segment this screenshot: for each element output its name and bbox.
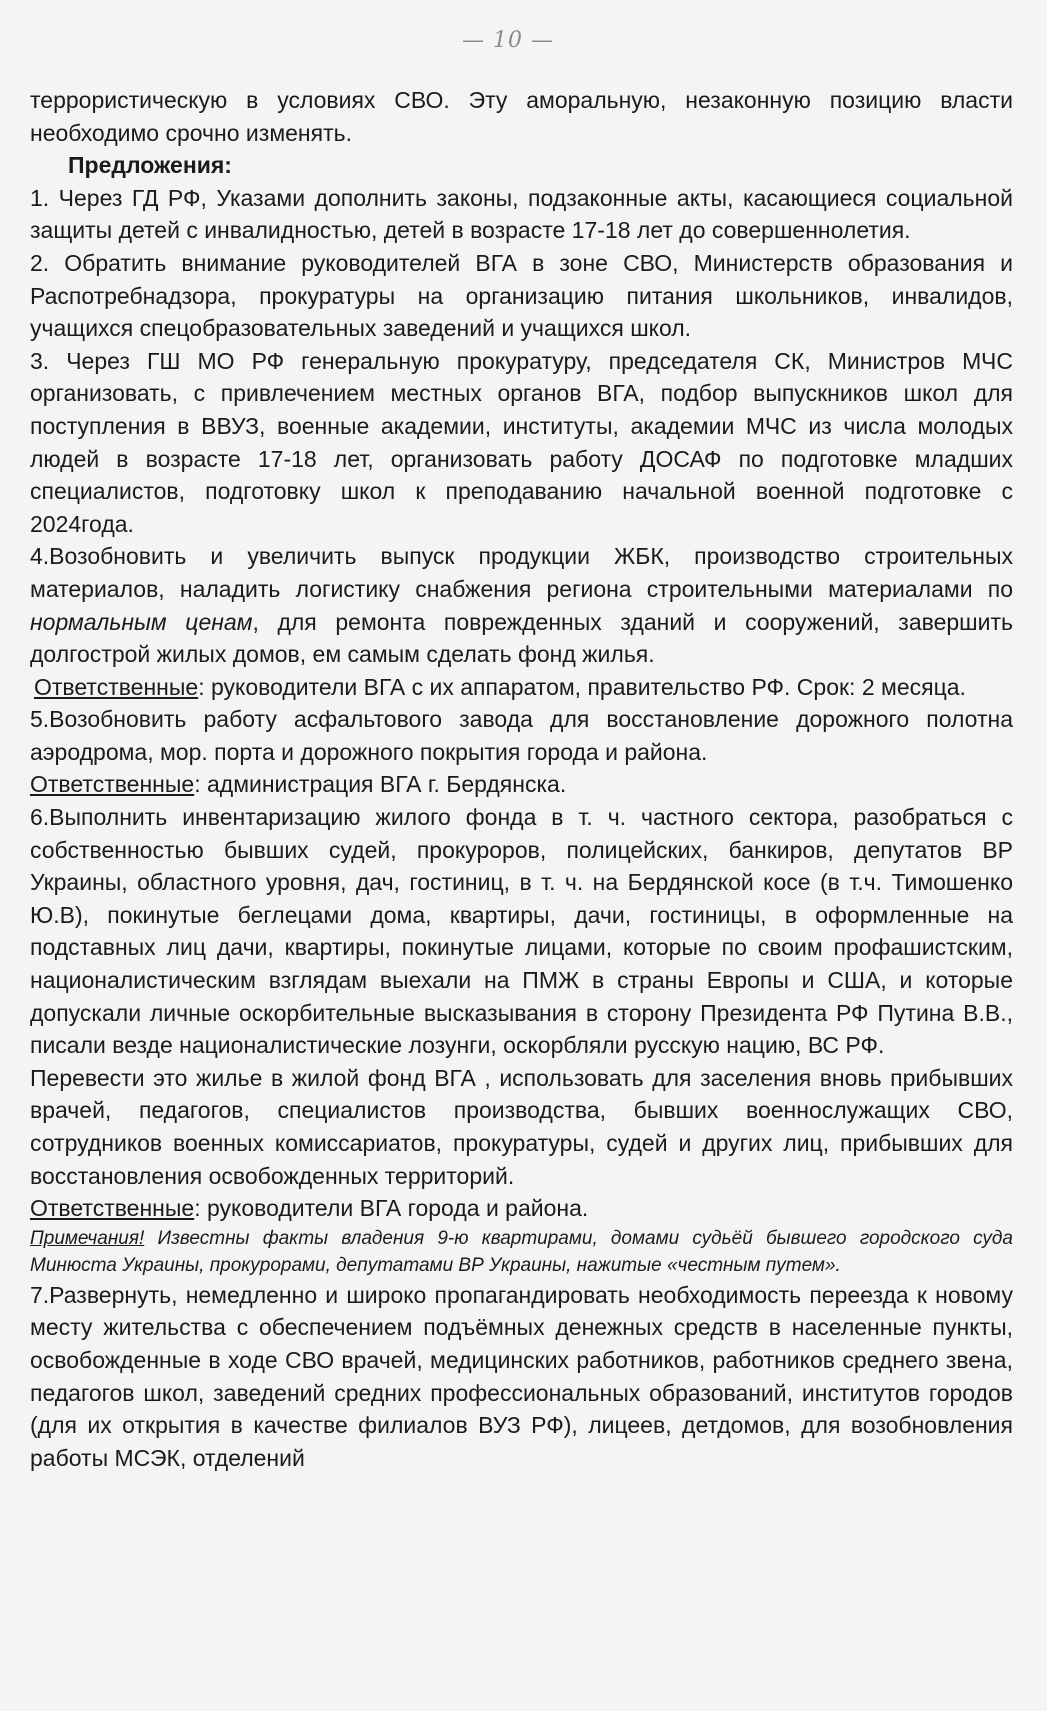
proposal-4-text-a: 4.Возобновить и увеличить выпуск продукции ЖБК, производство строительных материалов, наладить логистику снабжения региона строительными материалами по	[30, 543, 1013, 602]
responsible-text: : руководители ВГА с их аппаратом, правительство РФ. Срок: 2 месяца.	[198, 673, 966, 700]
proposal-4	[30, 540, 1013, 670]
proposal-1: 1. Через ГД РФ, Указами дополнить законы, подзаконные акты, касающиеся социальной защиты детей с инвалидностью, детей в возрасте 17-18 лет до совершеннолетия.	[30, 184, 1013, 244]
proposal-5: 5.Возобновить работу асфальтового завода для восстановление дорожного полотна аэродрома, мор. порта и дорожного покрытия города и района.	[30, 706, 1013, 765]
page-number: — 10 —	[462, 28, 554, 53]
proposal-2: 2. Обратить внимание руководителей ВГА в зоне СВО, Министерств образования и Распотребнадзора, прокуратуры на организацию питания школьников, инвалидов, учащихся спецобразовательных заведений и учащихся школ.	[30, 249, 1013, 342]
section-heading: Предложения:	[68, 152, 232, 179]
proposal-5-responsible	[30, 768, 1013, 801]
proposal-3: 3. Через ГШ МО РФ генеральную прокуратуру, председателя СК, Министров МЧС организовать, с привлечением местных органов ВГА, подбор выпускников школ для поступления в ВВУЗ, военные академии, институты, академии МЧС из числа молодых людей в возрасте 17-18 лет, организовать работу ДОСАФ по подготовке младших специалистов, подготовку школ к преподаванию начальной военной подготовке с 2024года.	[30, 347, 1013, 537]
note-text: Известны факты владения 9-ю квартирами, домами судьёй бывшего городского суда Минюста Украины, прокурорами, депутатами ВР Украины, нажитые «честным путем».	[30, 1227, 1013, 1276]
responsible-label: Ответственные	[30, 1195, 195, 1222]
paragraph-intro: террористическую в условиях СВО. Эту аморальную, незаконную позицию власти необходимо срочно изменять.	[30, 87, 1013, 146]
proposal-4-responsible	[30, 671, 1013, 704]
note-label: Примечания!	[30, 1227, 145, 1249]
responsible-text: : руководители ВГА города и района.	[194, 1195, 589, 1222]
proposal-6: 6.Выполнить инвентаризацию жилого фонда в т. ч. частного сектора, разобраться с собственностью бывших судей, прокуроров, полицейских, банкиров, депутатов ВР Украины, областного уровня, дач, гостиниц, в т. ч. на Бердянской косе (в т.ч. Тимошенко Ю.В), покинутые беглецами дома, квартиры, дачи, гостиницы, в оформленные на подставных лиц дачи, квартиры, покинутые лицами, которые по своим профашистским, националистическим взглядам выехали на ПМЖ в страны Европы и США, и которые допускали личные оскорбительные высказывания в сторону Президента РФ Путина В.В., писали везде националистические лозунги, оскорбляли русскую нацию, ВС РФ.	[30, 804, 1013, 1059]
note	[30, 1225, 1013, 1279]
proposal-6-responsible	[30, 1192, 1013, 1225]
responsible-label: Ответственные	[30, 771, 195, 798]
proposal-7: 7.Развернуть, немедленно и широко пропагандировать необходимость переезда к новому месту жительства с обеспечением подъёмных денежных средств в населенные пункты, освобожденные в ходе СВО врачей, медицинских работников, работников среднего звена, педагогов школ, заведений средних профессиональных образований, институтов городов (для их открытия в качестве филиалов ВУЗ РФ), лицеев, детдомов, для возобновления работы МСЭК, отделений	[30, 1281, 1013, 1471]
responsible-text: : администрация ВГА г. Бердянска.	[194, 771, 567, 798]
proposal-6-continued: Перевести это жилье в жилой фонд ВГА , использовать для заселения вновь прибывших врачей, педагогов, специалистов производства, бывших военнослужащих СВО, сотрудников военных комиссариатов, прокуратуры, судей и других лиц, прибывших для восстановления освобожденных территорий.	[30, 1064, 1013, 1189]
proposal-4-italic: нормальным ценам	[30, 608, 253, 635]
proposal-4-text-b: , для ремонта поврежденных зданий и сооружений, завершить долгострой жилых домов, ем самым сделать фонд жилья.	[30, 608, 1013, 668]
responsible-label: Ответственные	[34, 673, 199, 700]
